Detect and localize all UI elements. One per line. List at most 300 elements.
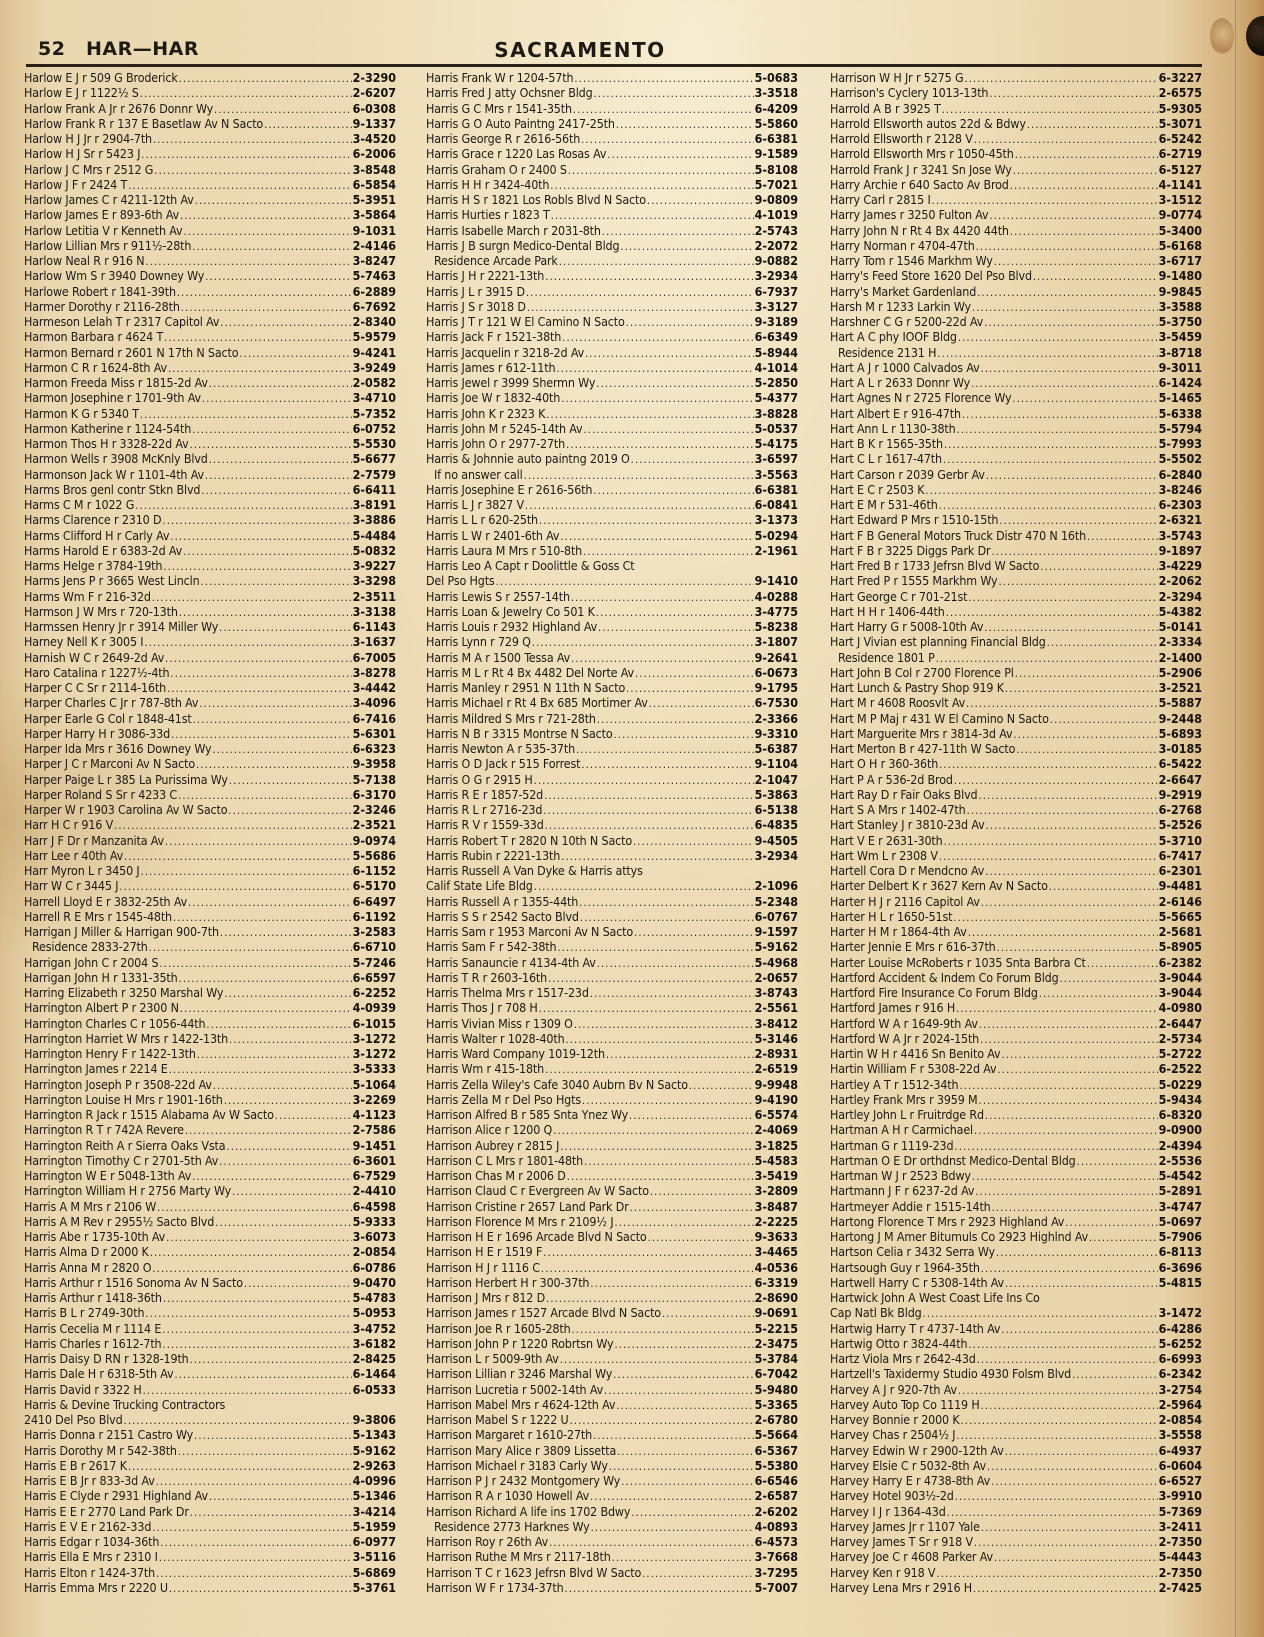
dot-leader: [580, 910, 754, 925]
dot-leader: [179, 971, 352, 986]
listing-entry: [426, 284, 798, 299]
listing-entry: [426, 1275, 798, 1290]
dot-leader: [1001, 1047, 1157, 1062]
listing-phone: 5-7369: [1158, 1503, 1202, 1519]
listing-entry: [426, 604, 798, 619]
dot-leader: [967, 803, 1158, 818]
listing-name: Harrison Lucretia r 5002-14th Av: [426, 1381, 604, 1397]
listing-name: Hart Harry G r 5008-10th Av: [830, 619, 984, 634]
header-rule: [26, 64, 1202, 67]
listing-entry: [830, 1061, 1202, 1076]
dot-leader: [944, 437, 1158, 452]
listing-entry: [426, 162, 798, 177]
dot-leader: [974, 1123, 1158, 1138]
listing-name: Harris Graham O r 2400 S: [426, 161, 567, 177]
listing-name: Harmon Josephine r 1701-9th Av: [24, 390, 201, 406]
listing-subentry: [830, 650, 1202, 665]
dot-leader: [966, 696, 1158, 711]
listing-phone: 3-2411: [1158, 1518, 1202, 1534]
dot-leader: [574, 71, 753, 86]
listing-entry: [426, 894, 798, 909]
listing-entry: [426, 131, 798, 146]
listing-name: Hart Ray D r Fair Oaks Blvd: [830, 786, 978, 802]
dot-leader: [604, 1383, 754, 1398]
listing-name: Harms Jens P r 3665 West Lincln: [24, 573, 200, 589]
listing-phone: 4-0288: [754, 588, 798, 604]
dot-leader: [546, 407, 753, 422]
listing-name: Harris James r 612-11th: [426, 359, 556, 375]
listing-entry: [426, 955, 798, 970]
listing-entry: [426, 741, 798, 756]
listing-name: Hart John B Col r 2700 Florence Pl: [830, 664, 1014, 680]
listing-entry: [426, 1107, 798, 1122]
dot-leader: [986, 818, 1158, 833]
listing-phone: 6-7692: [352, 298, 396, 314]
dot-leader: [590, 1276, 753, 1291]
listing-phone: 6-5574: [754, 1107, 798, 1122]
dot-leader: [562, 330, 753, 345]
listing-phone: 3-3138: [352, 603, 396, 619]
listing-name: Harris R L r 2716-23d: [426, 802, 543, 817]
listing-phone: 9-3189: [754, 314, 798, 329]
listing-phone: 3-9249: [352, 359, 396, 375]
listing-entry: [830, 1077, 1202, 1092]
dot-leader: [1027, 117, 1158, 132]
dot-leader: [173, 910, 352, 925]
listing-name: Harris Dorothy M r 542-38th: [24, 1442, 177, 1458]
dot-leader: [180, 1001, 352, 1016]
dot-leader: [648, 1230, 754, 1245]
dot-leader: [527, 300, 754, 315]
listing-phone: 3-8412: [754, 1015, 798, 1031]
listing-entry: [24, 345, 396, 360]
listing-phone: 3-1512: [1158, 192, 1202, 207]
listing-name: Harmer Dorothy r 2116-28th: [24, 298, 180, 314]
dot-leader: [135, 498, 351, 513]
listing-name: Harris Louis r 2932 Highland Av: [426, 619, 598, 634]
dot-leader: [590, 1489, 754, 1504]
listing-phone: 5-3710: [1158, 832, 1202, 848]
listing-entry: [426, 695, 798, 710]
dot-leader: [1065, 1215, 1157, 1230]
dot-leader: [602, 224, 754, 239]
listing-entry: [426, 863, 798, 878]
listing-name: Harper Ida Mrs r 3616 Downey Wy: [24, 741, 212, 756]
listing-name: Harnish W C r 2649-2d Av: [24, 649, 165, 665]
listing-phone: 4-1141: [1158, 176, 1202, 192]
listing-phone: 9-1795: [754, 680, 798, 695]
listing-name: Harrington W E r 5048-13th Av: [24, 1168, 192, 1183]
listing-entry: [830, 1244, 1202, 1259]
listing-name: Hart F B General Motors Truck Distr 470 N 16th: [830, 527, 1087, 543]
listing-name: Harris Daisy D RN r 1328-19th: [24, 1351, 189, 1366]
listing-entry: [830, 711, 1202, 726]
dot-leader: [178, 788, 352, 803]
listing-phone: 4-0893: [754, 1518, 798, 1534]
listing-entry: [24, 924, 396, 939]
dot-leader: [190, 1352, 352, 1367]
listing-phone: 2-5681: [1158, 924, 1202, 939]
listing-name: Harmon Freeda Miss r 1815-2d Av: [24, 375, 208, 390]
listing-phone: 6-1015: [352, 1015, 396, 1031]
listing-entry: [830, 528, 1202, 543]
listing-name: Harris Joe W r 1832-40th: [426, 390, 561, 406]
listing-entry: [426, 1305, 798, 1320]
dot-leader: [612, 1550, 754, 1565]
listing-name: Hartman O E Dr orthdnst Medico-Dental Bldg: [830, 1152, 1076, 1168]
listing-phone: 6-5170: [352, 878, 396, 894]
listing-entry: [426, 223, 798, 238]
dot-leader: [992, 1200, 1158, 1215]
listing-phone: 2-7425: [1158, 1579, 1202, 1595]
listing-entry: [830, 268, 1202, 283]
listing-entry: [24, 909, 396, 924]
listing-name: Hart O H r 360-36th: [830, 756, 939, 772]
listing-phone: 2-6321: [1158, 512, 1202, 528]
listing-phone: 3-8718: [1158, 344, 1202, 360]
listing-name: Harris J L r 3915 D: [426, 283, 525, 299]
listing-name: Harrison Mabel S r 1222 U: [426, 1412, 569, 1427]
dot-leader: [1010, 224, 1158, 239]
listing-phone: 5-5664: [754, 1427, 798, 1443]
dot-leader: [962, 407, 1158, 422]
listing-phone: 6-0841: [754, 497, 798, 512]
listing-phone: 9-4481: [1158, 878, 1202, 894]
dot-leader: [961, 1413, 1158, 1428]
listing-entry: [426, 711, 798, 726]
listing-entry: [24, 1519, 396, 1534]
dot-leader: [209, 452, 352, 467]
listing-phone: 6-6381: [754, 481, 798, 497]
listing-entry: [830, 146, 1202, 161]
listing-name: Harris Michael r Rt 4 Bx 685 Mortimer Av: [426, 695, 648, 711]
dot-leader: [973, 1581, 1158, 1596]
dot-leader: [205, 468, 352, 483]
dot-leader: [606, 1047, 754, 1062]
listing-phone: 3-2754: [1158, 1381, 1202, 1397]
listing-name: Harris Walter r 1028-40th: [426, 1030, 565, 1046]
dot-leader: [228, 803, 351, 818]
listing-entry: [426, 299, 798, 314]
listing-entry: [24, 436, 396, 451]
listing-phone: 5-9579: [352, 329, 396, 345]
listing-entry: [830, 390, 1202, 405]
dot-leader: [958, 1383, 1158, 1398]
listing-entry: [830, 1488, 1202, 1503]
listing-name: Harms Clarence r 2310 D: [24, 512, 162, 528]
dot-leader: [585, 346, 754, 361]
listing-name: Harvey A J r 920-7th Av: [830, 1381, 957, 1397]
listing-entry: [24, 589, 396, 604]
listing-phone: 6-5854: [352, 176, 396, 192]
listing-name: Harrington Harriet W Mrs r 1422-13th: [24, 1030, 229, 1046]
listing-entry: [830, 558, 1202, 573]
listing-name: Hartley Frank Mrs r 3959 M: [830, 1091, 978, 1107]
listing-phone: 2-7350: [1158, 1534, 1202, 1549]
listing-entry: [24, 1138, 396, 1153]
listing-name: Harris R E r 1857-52d: [426, 786, 544, 802]
listing-name: Harms C M r 1022 G: [24, 497, 135, 512]
listing-name: Harlow Lillian Mrs r 911½-28th: [24, 237, 192, 253]
dot-leader: [539, 513, 754, 528]
listing-entry: [24, 223, 396, 238]
listing-phone: 3-2809: [754, 1183, 798, 1199]
listing-phone: 5-3863: [754, 786, 798, 802]
dot-leader: [220, 315, 351, 330]
listing-name: Harris L J r 3827 V: [426, 497, 524, 512]
listing-name: Harris E Clyde r 2931 Highland Av: [24, 1488, 208, 1504]
listing-continuation: [24, 1412, 396, 1427]
listing-name: Harvey Bonnie r 2000 K: [830, 1412, 960, 1427]
dot-leader: [1039, 986, 1158, 1001]
listing-phone: 3-9910: [1158, 1488, 1202, 1504]
listing-phone: 5-7352: [352, 405, 396, 421]
dot-leader: [629, 1108, 754, 1123]
listing-phone: 5-8238: [754, 619, 798, 634]
dot-leader: [597, 956, 754, 971]
listing-entry: [24, 1031, 396, 1046]
listing-entry: [830, 543, 1202, 558]
listing-name: Harrington Albert P r 2300 N: [24, 1000, 179, 1016]
listing-name: Harrold Ellsworth Mrs r 1050-45th: [830, 146, 1014, 162]
listing-phone: 3-4096: [352, 695, 396, 711]
dot-leader: [1087, 529, 1158, 544]
listing-entry: [24, 1016, 396, 1031]
listing-entry: [24, 1183, 396, 1198]
listing-phone: 2-8340: [352, 314, 396, 329]
listing-name: Harris Dale H r 6318-5th Av: [24, 1366, 174, 1382]
listing-name: Hart Agnes N r 2725 Florence Wy: [830, 390, 1012, 406]
dot-leader: [1050, 712, 1158, 727]
dot-leader: [556, 361, 753, 376]
dot-leader: [145, 1306, 351, 1321]
listing-name: Hart Edward P Mrs r 1510-15th: [830, 512, 999, 528]
listing-entry: [830, 299, 1202, 314]
listing-phone: 3-4229: [1158, 558, 1202, 573]
dot-leader: [162, 1322, 351, 1337]
listing-phone: 2-3294: [1158, 588, 1202, 604]
listing-phone: 6-1152: [352, 863, 396, 878]
listing-name: Harrison C L Mrs r 1801-48th: [426, 1152, 584, 1168]
listing-entry: [24, 177, 396, 192]
listing-entry: [830, 1519, 1202, 1534]
listing-name: Harlowe Robert r 1841-39th: [24, 283, 176, 299]
listing-entry: [24, 1351, 396, 1366]
listing-phone: 6-0752: [352, 420, 396, 436]
listing-phone: 2-2225: [754, 1213, 798, 1229]
listing-phone: 3-1373: [754, 512, 798, 528]
listing-name: Harris J B surgn Medico-Dental Bldg: [426, 237, 620, 253]
listing-phone: 6-2301: [1158, 863, 1202, 878]
listing-phone: 5-5530: [352, 436, 396, 451]
listing-phone: 6-0977: [352, 1534, 396, 1549]
listing-name: Harrington Joseph P r 3508-22d Av: [24, 1076, 212, 1092]
listing-name: Harrison Aubrey r 2815 J: [426, 1137, 560, 1153]
listing-phone: 5-2722: [1158, 1046, 1202, 1061]
dot-leader: [206, 1017, 351, 1032]
listing-name: Harper Earle G Col r 1848-41st: [24, 710, 192, 726]
listing-name: Harrison Mabel Mrs r 4624-12th Av: [426, 1396, 616, 1412]
listing-name: Hartman A H r Carmichael: [830, 1122, 973, 1138]
listing-entry: [24, 238, 396, 253]
listing-phone: 4-0939: [352, 1000, 396, 1016]
listing-name: Haro Catalina r 1227½-4th: [24, 664, 170, 680]
listing-name: Harlow Letitia V r Kenneth Av: [24, 222, 183, 238]
listing-name: Harris Isabelle March r 2031-8th: [426, 222, 601, 238]
dot-leader: [545, 818, 754, 833]
dot-leader: [932, 193, 1158, 208]
listing-name: Hart Merton B r 427-11th W Sacto: [830, 741, 1016, 756]
listing-entry: [830, 467, 1202, 482]
listing-phone: 5-4484: [352, 527, 396, 543]
listing-phone: 3-5419: [754, 1168, 798, 1183]
listing-entry: [426, 436, 798, 451]
listing-name: Harrington Reith A r Sierra Oaks Vsta: [24, 1137, 226, 1153]
dot-leader: [968, 925, 1158, 940]
dot-leader: [593, 483, 753, 498]
listing-entry: [426, 1321, 798, 1336]
listing-name: Harris John M r 5245-14th Av: [426, 420, 583, 436]
listing-entry: [24, 817, 396, 832]
listing-phone: 5-6893: [1158, 725, 1202, 741]
dot-leader: [128, 178, 351, 193]
dot-leader: [169, 1062, 352, 1077]
listing-phone: 3-6597: [754, 451, 798, 467]
listing-phone: 6-1143: [352, 619, 396, 634]
listing-entry: [830, 497, 1202, 512]
listing-entry: [24, 1565, 396, 1580]
listing-phone: 3-8743: [754, 985, 798, 1000]
listing-entry: [426, 650, 798, 665]
listing-phone: 2-8425: [352, 1351, 396, 1366]
listing-entry: [830, 436, 1202, 451]
listing-name: Harlow James E r 893-6th Av: [24, 207, 180, 223]
dot-leader: [524, 468, 754, 483]
listing-entry: [830, 284, 1202, 299]
listing-phone: 3-1825: [754, 1137, 798, 1153]
listing-name: Harmson J W Mrs r 720-13th: [24, 603, 178, 619]
listing-entry: [426, 1504, 798, 1519]
listing-name: Hart Fred B r 1733 Jefrsn Blvd W Sacto: [830, 558, 1040, 573]
listing-entry: [24, 467, 396, 482]
dot-leader: [215, 1215, 351, 1230]
dot-leader: [957, 422, 1158, 437]
dot-leader: [229, 773, 352, 788]
listing-phone: 5-5380: [754, 1457, 798, 1473]
dot-leader: [633, 834, 754, 849]
listing-name: Harrold A B r 3925 T: [830, 100, 941, 116]
dot-leader: [956, 1001, 1157, 1016]
listing-phone: 5-4583: [754, 1152, 798, 1168]
dot-leader: [549, 1535, 753, 1550]
listing-entry: [24, 711, 396, 726]
listing-entry: [24, 634, 396, 649]
dot-leader: [942, 102, 1158, 117]
listing-name: Harvey Ken r 918 V: [830, 1564, 936, 1580]
dot-leader: [114, 818, 351, 833]
listing-name: Harlow J C Mrs r 2512 G: [24, 161, 154, 177]
listing-entry: [830, 314, 1202, 329]
listing-entry: [426, 1046, 798, 1061]
listing-name: Harrison W F r 1734-37th: [426, 1579, 564, 1595]
dot-leader: [981, 1261, 1158, 1276]
listing-name: Harrell Lloyd E r 3832-25th Av: [24, 893, 188, 909]
listing-name: Harrington James r 2214 E: [24, 1061, 168, 1077]
listing-entry: [830, 1443, 1202, 1458]
listing-entry: [426, 772, 798, 787]
dot-leader: [598, 620, 754, 635]
listing-name: Harris B L r 2749-30th: [24, 1305, 145, 1321]
listing-phone: 3-9227: [352, 558, 396, 573]
listing-entry: [426, 482, 798, 497]
listing-phone: 6-0533: [352, 1381, 396, 1397]
page-edge: [1235, 0, 1264, 1637]
listing-phone: 6-2889: [352, 283, 396, 299]
listing-entry: [426, 924, 798, 939]
listing-name: Hartwell Harry C r 5308-14th Av: [830, 1274, 1004, 1290]
listing-name: Hart V E r 2631-30th: [830, 832, 943, 848]
dot-leader: [944, 834, 1158, 849]
listing-phone: 3-2934: [754, 268, 798, 284]
listing-phone: 6-5127: [1158, 161, 1202, 177]
listing-phone: 6-2840: [1158, 466, 1202, 482]
listing-name: Harney Nell K r 3005 I: [24, 634, 144, 650]
listing-name: Harmon Katherine r 1124-54th: [24, 420, 192, 436]
listing-entry: [24, 1305, 396, 1320]
dot-leader: [626, 315, 754, 330]
listing-phone: 4-0980: [1158, 1000, 1202, 1016]
listing-phone: 6-0308: [352, 100, 396, 116]
listing-name: Harrington R Jack r 1515 Alabama Av W Sacto: [24, 1107, 274, 1122]
listing-phone: 3-2934: [754, 847, 798, 863]
listing-entry: [24, 375, 396, 390]
listing-entry: [24, 421, 396, 436]
listing-entry: [24, 848, 396, 863]
listing-entry: [24, 985, 396, 1000]
listing-entry: [830, 360, 1202, 375]
listing-name: Harry Norman r 4704-47th: [830, 237, 975, 253]
listing-name: Harrison Margaret r 1610-27th: [426, 1427, 593, 1443]
listing-entry: [24, 512, 396, 527]
listing-entry: [426, 1565, 798, 1580]
dot-leader: [188, 895, 352, 910]
listing-name: Hartmeyer Addie r 1515-14th: [830, 1198, 991, 1214]
dot-leader: [572, 1322, 754, 1337]
listing-phone: 3-7295: [754, 1564, 798, 1580]
listing-name: Harlow Wm S r 3940 Downey Wy: [24, 268, 205, 284]
dot-leader: [985, 1108, 1158, 1123]
listing-name: Harrison Joe R r 1605-28th: [426, 1320, 571, 1336]
listing-phone: 6-7530: [754, 695, 798, 711]
dot-leader: [979, 1017, 1158, 1032]
listing-phone: 2-6575: [1158, 85, 1202, 101]
listing-name: Harris Rubin r 2221-13th: [426, 847, 561, 863]
listing-entry: [24, 1260, 396, 1275]
listing-phone: 6-2719: [1158, 146, 1202, 162]
listing-phone: 5-0953: [352, 1305, 396, 1321]
listing-entry: [830, 1153, 1202, 1168]
listing-entry: [426, 909, 798, 924]
listing-name: Harrison Lillian r 3246 Marshal Wy: [426, 1366, 613, 1382]
listing-name: Harry Carl r 2815 I: [830, 192, 931, 207]
listing-phone: 9-1104: [754, 756, 798, 772]
listing-name: Hartford James r 916 H: [830, 1000, 956, 1016]
listing-entry: [830, 177, 1202, 192]
listing-name: Hart C L r 1617-47th: [830, 451, 942, 467]
listing-entry: [24, 1122, 396, 1137]
listing-entry: [24, 1214, 396, 1229]
dot-leader: [152, 1261, 351, 1276]
